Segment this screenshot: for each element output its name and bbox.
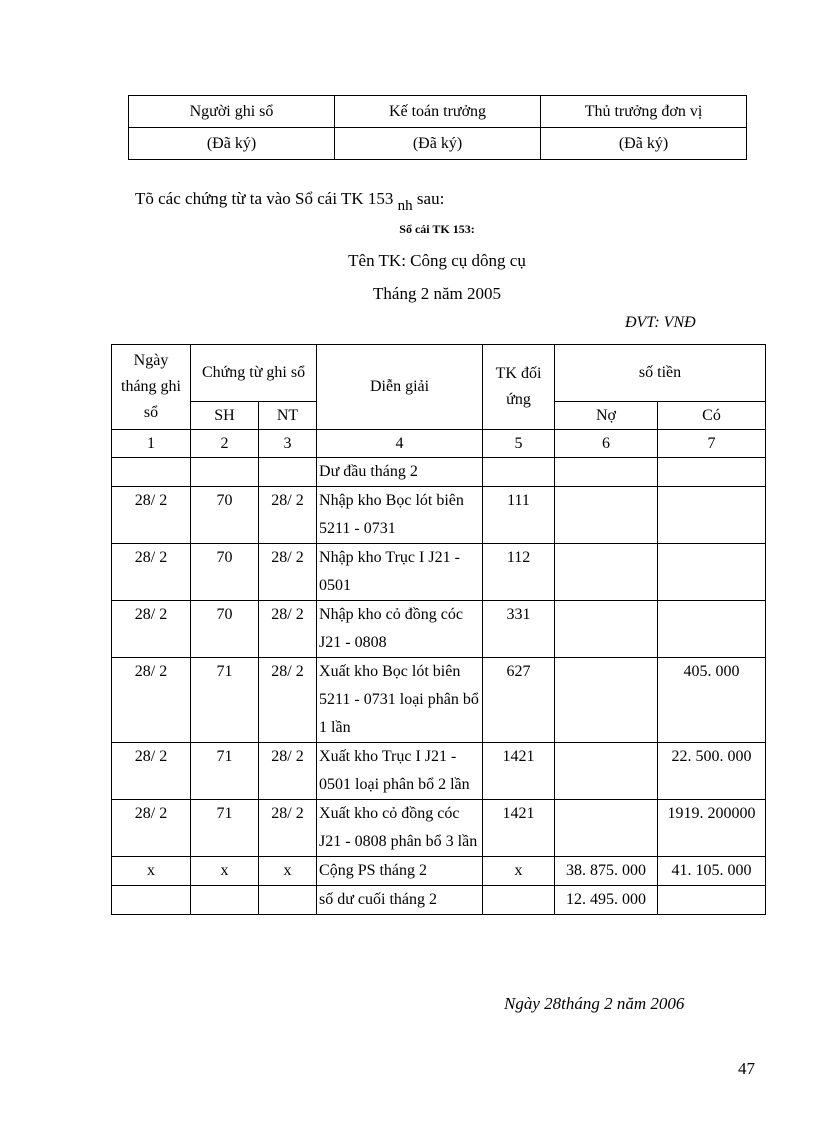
cell-nt: 28/ 2 [259,658,317,743]
cell-date: 28/ 2 [112,601,191,658]
column-number: 4 [317,430,483,458]
cell-credit [658,458,766,487]
cell-credit [658,487,766,544]
cell-credit: 1919. 200000 [658,800,766,857]
cell-nt: 28/ 2 [259,800,317,857]
signature-status: (Đã ký) [129,128,335,160]
cell-nt: 28/ 2 [259,487,317,544]
account-name: Tên TK: Công cụ dông cụ [348,251,526,270]
signature-header: Thủ trưởng đơn vị [541,96,747,128]
cell-account: 1421 [483,743,555,800]
cell-account: 112 [483,544,555,601]
page-number: 47 [738,1059,755,1078]
period: Tháng 2 năm 2005 [373,284,501,303]
table-row [112,886,766,915]
cell-description: Xuất kho Trục I J21 - 0501 loại phân bổ 2 lần [317,743,483,800]
column-number: 2 [191,430,259,458]
header-amount: số tiền [555,345,766,402]
cell-account [483,458,555,487]
column-number: 5 [483,430,555,458]
header-nt: NT [259,402,317,430]
cell-nt: 28/ 2 [259,544,317,601]
cell-description: số dư cuối tháng 2 [317,886,483,915]
column-number: 1 [112,430,191,458]
cell-sh: 71 [191,800,259,857]
cell-nt: x [259,857,317,886]
header-account: TK đối ứng [483,345,555,430]
cell-debit [555,487,658,544]
header-description: Diễn giải [317,345,483,430]
cell-debit [555,658,658,743]
cell-nt: 28/ 2 [259,743,317,800]
cell-date: 28/ 2 [112,743,191,800]
cell-sh [191,458,259,487]
table-row [112,487,766,544]
cell-sh: x [191,857,259,886]
intro-text: Tõ các chứng từ ta vào Sổ cái TK 153 [135,189,398,208]
signature-status: (Đã ký) [335,128,541,160]
header-debit: Nợ [555,402,658,430]
cell-date: 28/ 2 [112,544,191,601]
cell-debit: 38. 875. 000 [555,857,658,886]
cell-date: 28/ 2 [112,800,191,857]
table-row [112,658,766,743]
signature-header: Kế toán trưởng [335,96,541,128]
currency-unit: ĐVT: VNĐ [625,314,696,331]
cell-credit: 41. 105. 000 [658,857,766,886]
cell-sh: 70 [191,544,259,601]
cell-description: Xuất kho cỏ đồng cóc J21 - 0808 phân bổ 3 lần [317,800,483,857]
cell-account: 111 [483,487,555,544]
cell-sh: 70 [191,487,259,544]
cell-credit [658,886,766,915]
cell-debit [555,601,658,658]
cell-debit [555,458,658,487]
intro-tail: sau: [412,189,445,208]
intro-subscript: nh [397,198,413,214]
cell-date [112,458,191,487]
header-voucher: Chứng từ ghi sổ [191,345,317,402]
cell-sh [191,886,259,915]
cell-account: 627 [483,658,555,743]
column-number: 7 [658,430,766,458]
cell-date: 28/ 2 [112,487,191,544]
cell-description: Xuất kho Bọc lót biên 5211 - 0731 loại phân bổ 1 lần [317,658,483,743]
table-row [112,601,766,658]
cell-credit: 22. 500. 000 [658,743,766,800]
cell-nt: 28/ 2 [259,601,317,658]
ledger-table [111,344,766,915]
cell-description: Cộng PS tháng 2 [317,857,483,886]
table-row [112,743,766,800]
intro-paragraph [135,189,445,214]
cell-credit [658,601,766,658]
cell-sh: 71 [191,658,259,743]
signature-header: Người ghi sổ [129,96,335,128]
header-date: Ngày tháng ghi sổ [112,345,191,430]
cell-sh: 71 [191,743,259,800]
cell-account: 331 [483,601,555,658]
cell-description: Nhập kho Bọc lót biên 5211 - 0731 [317,487,483,544]
cell-debit: 12. 495. 000 [555,886,658,915]
footer-date: Ngày 28tháng 2 năm 2006 [504,994,685,1013]
signature-status-row [129,128,747,160]
signature-status: (Đã ký) [541,128,747,160]
cell-credit [658,544,766,601]
cell-date: x [112,857,191,886]
signature-header-row [129,96,747,128]
ledger-title: Sổ cái TK 153: [399,222,475,236]
table-row [112,544,766,601]
cell-description: Dư đầu tháng 2 [317,458,483,487]
cell-debit [555,544,658,601]
column-number: 3 [259,430,317,458]
cell-nt [259,886,317,915]
cell-account: x [483,857,555,886]
ledger-body [112,458,766,915]
cell-description: Nhập kho cỏ đồng cóc J21 - 0808 [317,601,483,658]
cell-debit [555,800,658,857]
signature-table [128,95,747,160]
cell-nt [259,458,317,487]
cell-description: Nhập kho Trục I J21 - 0501 [317,544,483,601]
cell-date [112,886,191,915]
cell-credit: 405. 000 [658,658,766,743]
table-row [112,800,766,857]
cell-date: 28/ 2 [112,658,191,743]
header-sh: SH [191,402,259,430]
header-row [112,345,766,402]
cell-account [483,886,555,915]
table-row [112,458,766,487]
column-number-row [112,430,766,458]
header-credit: Có [658,402,766,430]
cell-debit [555,743,658,800]
table-row [112,857,766,886]
cell-account: 1421 [483,800,555,857]
cell-sh: 70 [191,601,259,658]
column-number: 6 [555,430,658,458]
